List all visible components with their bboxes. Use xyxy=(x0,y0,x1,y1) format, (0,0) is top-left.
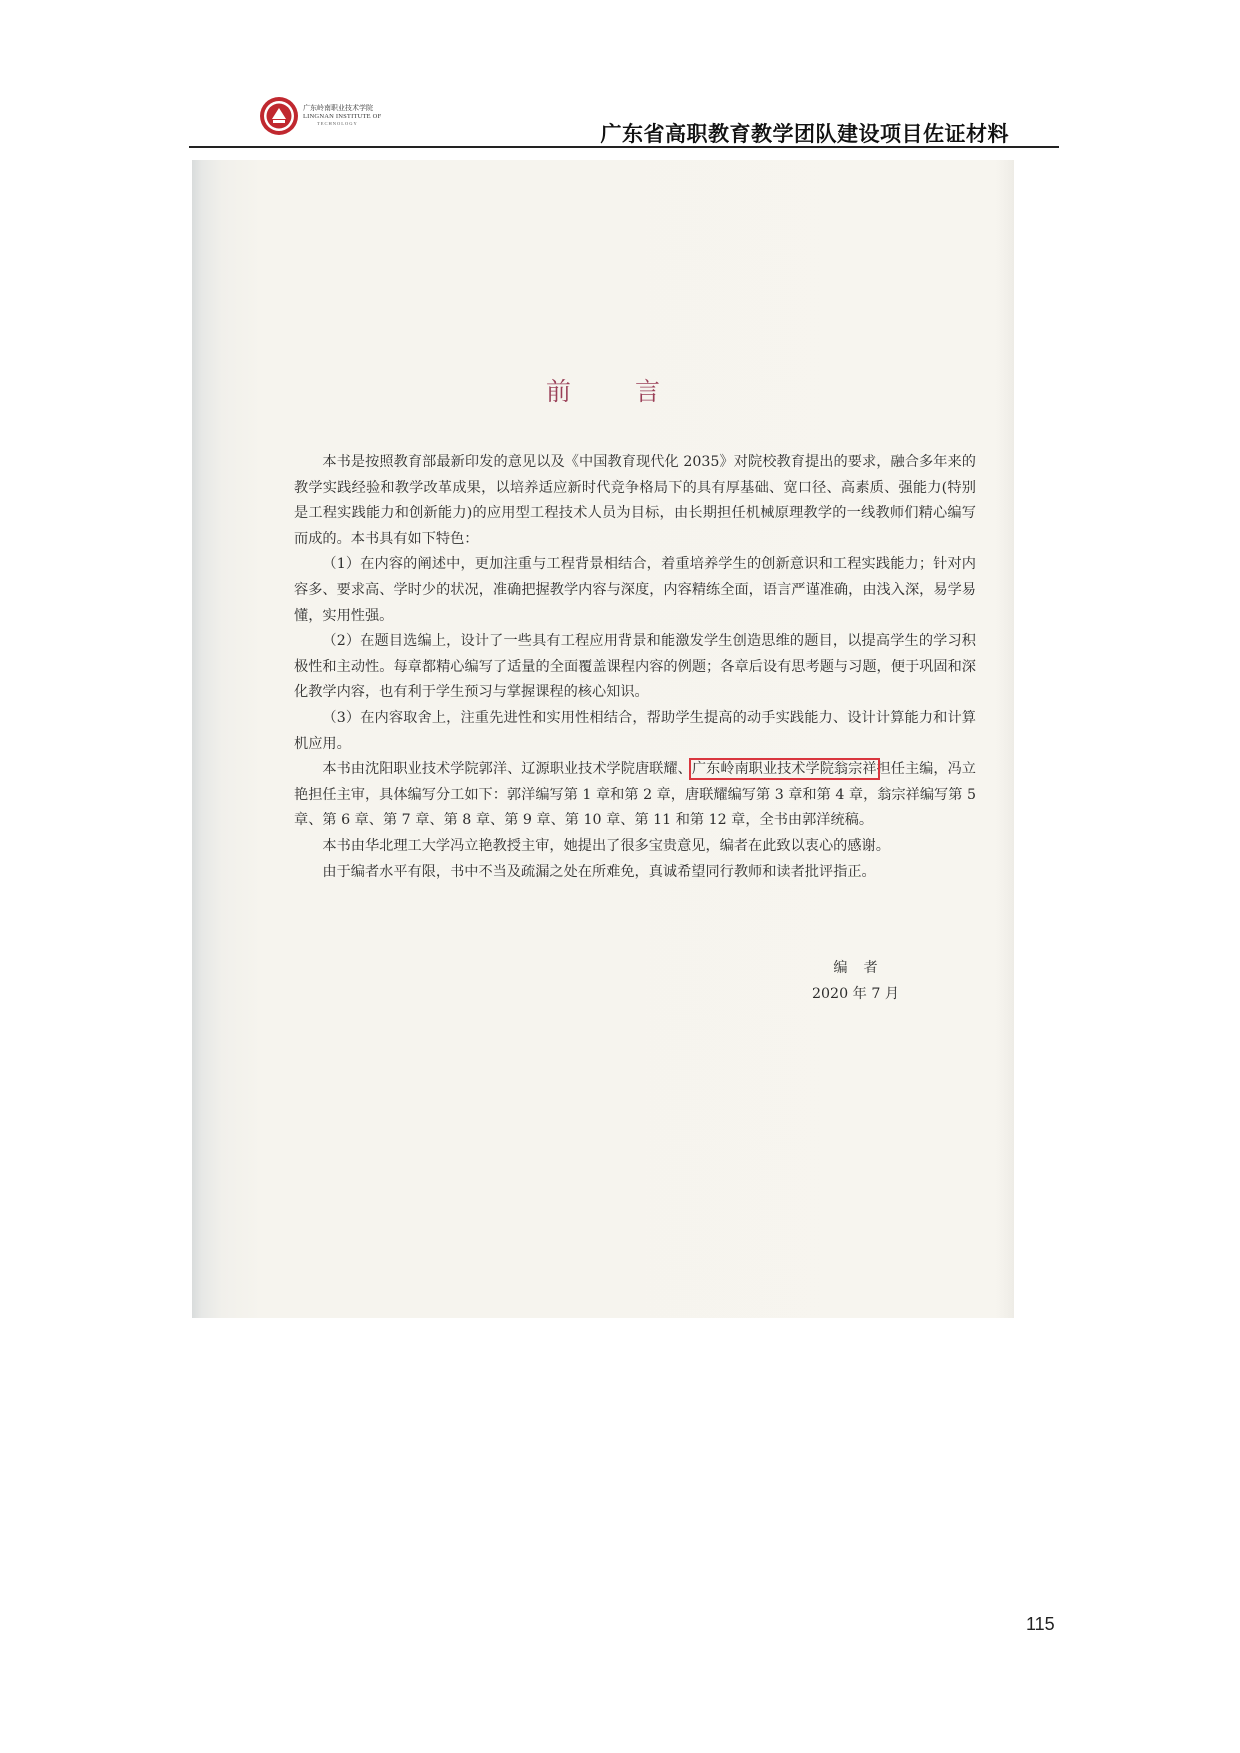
paragraph-feature-3: （3）在内容取舍上，注重先进性和实用性相结合，帮助学生提高的动手实践能力、设计计算能力和计算机应用。 xyxy=(294,709,976,752)
preface-body xyxy=(294,450,976,885)
header-divider xyxy=(189,146,1059,148)
signature-date: 2020 年 7 月 xyxy=(812,986,900,1002)
page-header xyxy=(189,88,1059,148)
logo-name-en-2: TECHNOLOGY xyxy=(317,121,358,126)
highlighted-author: 广东岭南职业技术学院翁宗祥 xyxy=(691,761,877,778)
logo-name-cn: 广东岭南职业技术学院 xyxy=(303,104,373,112)
paragraph-authors xyxy=(294,757,976,834)
authors-text-before: 本书由沈阳职业技术学院郭洋、辽源职业技术学院唐联耀、 xyxy=(322,761,692,778)
paragraph-closing: 由于编者水平有限，书中不当及疏漏之处在所难免，真诚希望同行教师和读者批评指正。 xyxy=(322,863,876,880)
signature-block xyxy=(812,955,899,1007)
paragraph-feature-1: （1）在内容的阐述中，更加注重与工程背景相结合，着重培养学生的创新意识和工程实践能力；针对内容多、要求高、学时少的状况，准确把握教学内容与深度，内容精练全面，语言严谨准确，由浅入深，易学易懂，实用性强。 xyxy=(294,556,976,624)
paragraph-intro: 本书是按照教育部最新印发的意见以及《中国教育现代化 2035》对院校教育提出的要求，融合多年来的教学实践经验和教学改革成果，以培养适应新时代竞争格局下的具有厚基础、宽口径、高素质、强能力(特别是工程实践能力和创新能力)的应用型工程技术人员为目标，由长期担任机械原理教学的一线教师们精心编写而成的。本书具有如下特色： xyxy=(294,454,976,547)
page-number: 115 xyxy=(1026,1614,1055,1634)
preface-title: 前言 xyxy=(545,377,724,406)
college-seal-icon xyxy=(259,96,299,136)
paragraph-feature-2: （2）在题目选编上，设计了一些具有工程应用背景和能激发学生创造思维的题目，以提高学生的学习积极性和主动性。每章都精心编写了适量的全面覆盖课程内容的例题；各章后设有思考题与习题，便于巩固和深化教学内容，也有利于学生预习与掌握课程的核心知识。 xyxy=(294,633,976,701)
document-title: 广东省高职教育教学团队建设项目佐证材料 xyxy=(600,122,1009,146)
paragraph-thanks: 本书由华北理工大学冯立艳教授主审，她提出了很多宝贵意见，编者在此致以衷心的感谢。 xyxy=(322,837,890,854)
logo-name-en: LINGNAN INSTITUTE OF xyxy=(303,113,382,120)
signature-editor: 编者 xyxy=(833,960,894,976)
college-logo xyxy=(259,96,459,138)
scanned-book-page xyxy=(192,160,1014,1318)
authors-text-after: 担任主编，冯立艳担任主审，具体编写分工如下：郭洋编写第 1 章和第 2 章，唐联耀编写第 3 章和第 4 章，翁宗祥编写第 5 章、第 6 章、第 7 章、第 8 章、第 9 章、第 10 章、第 11 和第 12 章，全书由郭洋统稿。 xyxy=(294,761,976,829)
